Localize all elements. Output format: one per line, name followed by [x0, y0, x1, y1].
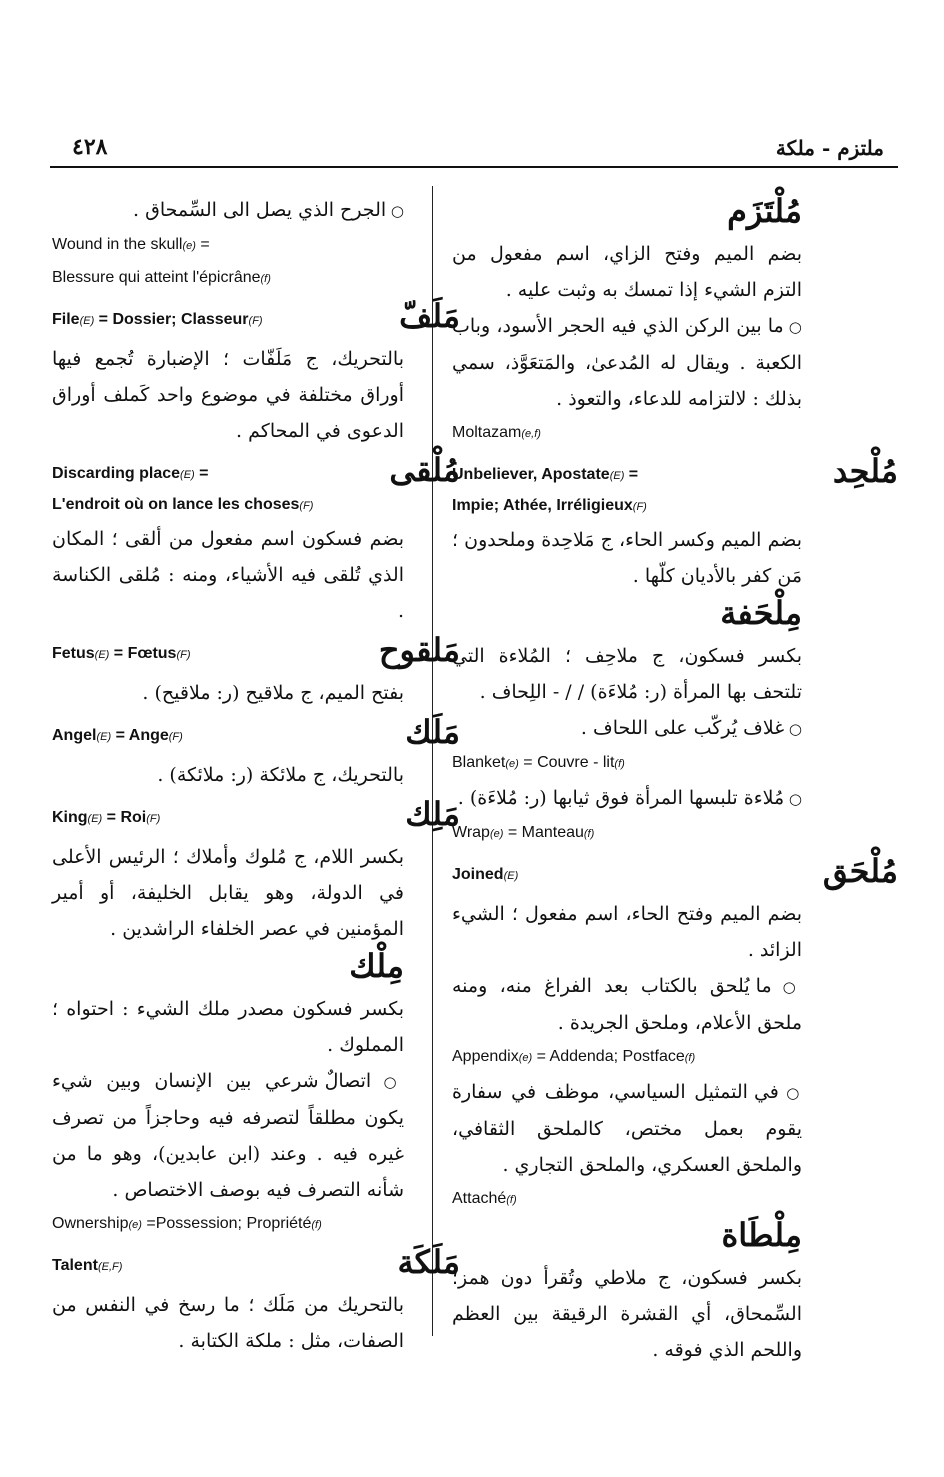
headword: مُلْحَق [822, 852, 898, 890]
translation-line: L'endroit où on lance les choses(F) [52, 496, 314, 513]
definition-text: ○ ما بين الركن الذي فيه الحجر الأسود، وباب الكعبة . ويقال له المُدعىٰ، والمَتعَوَّذ، سمي بذلك : لالتزامه للدعاء، والتعوذ . [452, 315, 803, 410]
translation-line: Ownership(e) =Possession; Propriété(f) [52, 1215, 322, 1232]
translation-line: Talent(E,F) [52, 1257, 123, 1274]
definition-text: ○ مُلاءة تلبسها المرأة فوق ثيابها (ر: مُلاءَة) . [457, 787, 802, 809]
entry-mulqa [52, 451, 460, 629]
circle-bullet-icon: ○ [771, 978, 803, 996]
header-rule [50, 166, 898, 168]
circle-bullet-icon: ○ [386, 202, 404, 220]
definition-text: ○ ما يُلحق بالكتاب بعد الفراغ منه، ومنه ملحق الأعلام، وملحق الجريدة . [452, 975, 803, 1034]
translation-line: Joined(E) [452, 866, 519, 883]
entry-malik [52, 795, 460, 947]
entry-milhafa [452, 594, 802, 850]
translation-line: Discarding place(E) = [52, 465, 209, 482]
translation-line: Unbeliever, Apostate(E) = [452, 466, 639, 483]
headword: مُلْتَزَم [727, 192, 802, 230]
circle-bullet-icon: ○ [783, 318, 803, 336]
translation-line: Attaché(f) [452, 1190, 517, 1207]
circle-bullet-icon: ○ [371, 1073, 405, 1091]
translation-line: Impie; Athée, Irréligieux(F) [452, 497, 647, 514]
definition-text: بكسر اللام، ج مُلوك وأملاك ؛ الرئيس الأعلى في الدولة، وهو يقابل الخليفة، أو أمير المؤمنين في عصر الخلفاء الراشدين . [52, 846, 404, 940]
circle-bullet-icon: ○ [778, 1084, 802, 1102]
headword: مَلَك [405, 713, 460, 751]
translation-line: Fetus(E) = Fœtus(F) [52, 645, 191, 662]
definition-text: بضم الميم وفتح الزاي، اسم مفعول من التزم الشيء إذا تمسك به وثبت عليه . [452, 243, 802, 301]
entry-mulhaq [452, 852, 898, 1216]
definition-text: بضم الميم وكسر الحاء، ج مَلاحِدة وملحدون ؛ مَن كفر بالأديان كلّها . [452, 529, 802, 587]
definition-text: بفتح الميم، ج ملاقيح (ر: ملاقيح) . [142, 682, 404, 704]
headword: مُلْقى [389, 451, 460, 489]
page-header-title: ملتزم - ملكة [775, 136, 884, 160]
definition-text: بكسر فسكون مصدر ملك الشيء : احتواه ؛ المملوك . [52, 998, 404, 1056]
translation-line: Moltazam(e,f) [452, 424, 541, 441]
translation-line: Blessure qui atteint l'épicrâne(f) [52, 269, 271, 286]
translation-line: Appendix(e) = Addenda; Postface(f) [452, 1048, 696, 1065]
entry-malak [52, 713, 460, 793]
definition-text: بضم الميم وفتح الحاء، اسم مفعول ؛ الشيء الزائد . [452, 903, 802, 961]
page-number: ٤٢٨ [72, 134, 108, 160]
entry-milk [52, 947, 404, 1241]
definition-text: بالتحريك، ج ملائكة (ر: ملائكة) . [157, 764, 404, 786]
headword: مَلِك [405, 795, 460, 833]
definition-text: ○ اتصالٌ شرعي بين الإنسان وبين شيء يكون مطلقاً لتصرفه فيه وحاجزاً من تصرف غيره فيه . وعند (ابن عابدين)، وهو ما من شأنه التصرف فيه بوصف الاختصاص . [52, 1070, 405, 1201]
entry-malaff [52, 297, 460, 449]
definition-text: بكسر فسكون، ج ملاحِف ؛ المُلاءة التي تلتحف بها المرأة (ر: مُلاءَة) / / - اللِحاف . [452, 645, 802, 703]
entry-mulhid [452, 452, 898, 594]
entry-miltat [452, 1216, 802, 1368]
headword: مِلْطَاة [721, 1216, 802, 1254]
definition-text: بالتحريك من مَلَك ؛ ما رسخ في النفس من الصفات، مثل : ملكة الكتابة . [52, 1294, 404, 1352]
headword: مَلقوح [378, 631, 460, 669]
translation-line: Blanket(e) = Couvre - lit(f) [452, 754, 625, 771]
definition-text: ○ الجرح الذي يصل الى السِّمحاق . [133, 199, 404, 221]
translation-line: Angel(E) = Ange(F) [52, 727, 183, 744]
circle-bullet-icon: ○ [784, 790, 802, 808]
circle-bullet-icon: ○ [784, 720, 802, 738]
left-column [52, 192, 460, 1359]
translation-line: File(E) = Dossier; Classeur(F) [52, 311, 263, 328]
headword: مَلَكَة [397, 1243, 460, 1281]
entry-malquh [52, 631, 460, 711]
entry-continued [52, 192, 404, 295]
translation-line: Wrap(e) = Manteau(f) [452, 824, 595, 841]
entry-multazam [452, 192, 802, 450]
headword: مُلْحِد [832, 452, 898, 490]
column-divider [432, 186, 433, 1336]
entry-malaka [52, 1243, 460, 1359]
headword: مِلْحَفة [720, 594, 802, 632]
headword: مَلَفّ [399, 297, 460, 335]
definition-text: ○ غلاف يُركّب على اللحاف . [580, 717, 802, 739]
right-column [452, 192, 898, 1368]
definition-text: بكسر فسكون، ج ملاطي وتُقرأ دون همز؛ السِّمحاق، أي القشرة الرقيقة بين العظم واللحم الذي فوقه . [452, 1267, 802, 1361]
definition-text: بالتحريك، ج مَلَفّات ؛ الإضبارة تُجمع فيها أوراق مختلفة في موضوع واحد كَملف أوراق الدعوى في المحاكم . [52, 348, 404, 442]
definition-text: ○ في التمثيل السياسي، موظف في سفارة يقوم بعمل مختص، كالملحق الثقافي، والملحق العسكري، والملحق التجاري . [452, 1081, 802, 1176]
headword: مِلْك [349, 947, 404, 985]
definition-text: بضم فسكون اسم مفعول من ألقى ؛ المكان الذي تُلقى فيه الأشياء، ومنه : مُلقى الكناسة . [52, 528, 404, 622]
translation-line: King(E) = Roi(F) [52, 809, 161, 826]
translation-line: Wound in the skull(e) = [52, 236, 210, 253]
